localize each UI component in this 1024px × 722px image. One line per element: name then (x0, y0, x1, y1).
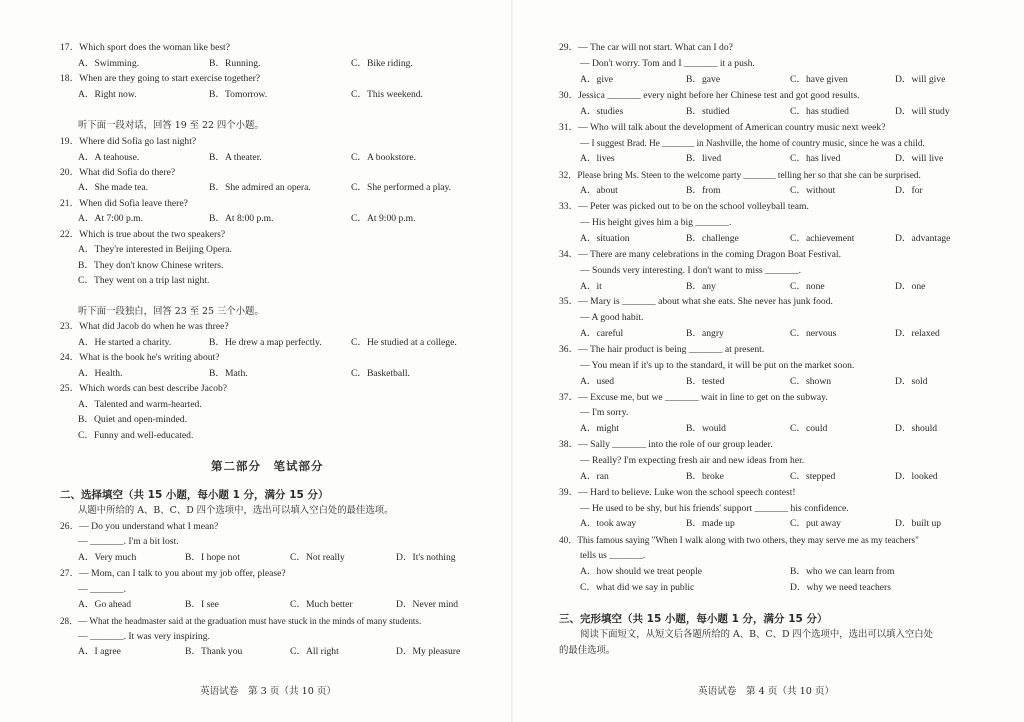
q26-line1: 26．— Do you understand what I mean? (60, 521, 219, 532)
q29-option-d: D．will give (895, 74, 946, 85)
q28-option-a: A．I agree (78, 646, 121, 657)
q38-option-c: C．stepped (790, 471, 836, 482)
q38-option-d: D．looked (895, 471, 938, 482)
q32-option-b: B．from (686, 185, 721, 196)
q29-line2: — Don't worry. Tom and I _______ it a push. (580, 58, 755, 69)
q31-line2: — I suggest Brad. He _______ in Nashville, the home of country music, since he was a child. (580, 138, 925, 148)
q28-line2: — _______. It was very inspiring. (78, 631, 210, 642)
q26-option-a: A．Very much (78, 552, 137, 563)
q24-option-a: A．Health. (78, 368, 123, 379)
q30-option-b: B．studied (686, 106, 730, 117)
q34-option-a: A．it (580, 281, 602, 292)
q23-option-a: A．He started a charity. (78, 337, 172, 348)
q33-option-d: D．advantage (895, 233, 951, 244)
q20-stem: 20．What did Sofia do there? (60, 167, 176, 178)
q26-option-c: C．Not really (290, 552, 345, 563)
q17-option-a: A．Swimming. (78, 58, 140, 69)
q28-line1: 28．— What the headmaster said at the graduation must have stuck in the minds of many students. (60, 616, 422, 626)
q33-line2: — His height gives him a big _______. (580, 217, 732, 228)
q39-line1: 39．— Hard to believe. Luke won the school speech contest! (559, 487, 796, 498)
q38-line2: — Really? I'm expecting fresh air and new ideas from her. (580, 455, 805, 466)
q35-option-b: B．angry (686, 328, 724, 339)
q26-option-d: D．It's nothing (396, 552, 456, 563)
section-two-title: 二、选择填空（共 15 小题，每小题 1 分，满分 15 分） (60, 489, 329, 501)
q29-option-c: C．have given (790, 74, 848, 85)
q35-option-a: A．careful (580, 328, 624, 339)
q26-line2: — _______. I'm a bit lost. (78, 536, 179, 547)
q18-stem: 18．When are they going to start exercise together? (60, 73, 261, 84)
q21-option-b: B．At 8:00 p.m. (209, 213, 274, 224)
q40-option-c: C．what did we say in public (580, 582, 695, 593)
q35-option-d: D．relaxed (895, 328, 940, 339)
q32-option-a: A．about (580, 185, 618, 196)
instruction-19-22: 听下面一段对话，回答 19 至 22 四个小题。 (78, 120, 264, 131)
q27-line1: 27．— Mom, can I talk to you about my job offer, please? (60, 568, 286, 579)
q39-option-a: A．took away (580, 518, 637, 529)
q32-line1: 32．Please bring Ms. Steen to the welcome party _______ telling her so that she can be surprised. (559, 170, 921, 180)
q17-stem: 17．Which sport does the woman like best? (60, 42, 230, 53)
q20-option-b: B．She admired an opera. (209, 182, 311, 193)
q21-option-c: C．At 9:00 p.m. (351, 213, 416, 224)
part-two-title: 第二部分 笔试部分 (211, 459, 324, 473)
q19-stem: 19．Where did Sofia go last night? (60, 136, 197, 147)
q24-option-c: C．Basketball. (351, 368, 410, 379)
q27-option-a: A．Go ahead (78, 599, 132, 610)
right-page-footer: 英语试卷 第 4 页（共 10 页） (698, 686, 835, 697)
q28-option-b: B．Thank you (185, 646, 243, 657)
q20-option-c: C．She performed a play. (351, 182, 452, 193)
q22-stem: 22．Which is true about the two speakers? (60, 229, 226, 240)
q39-line2: — He used to be shy, but his friends' support _______ his confidence. (580, 503, 849, 514)
q39-option-b: B．made up (686, 518, 735, 529)
q37-line1: 37．— Excuse me, but we _______ wait in line to get on the subway. (559, 392, 828, 403)
q38-option-a: A．ran (580, 471, 609, 482)
q23-option-c: C．He studied at a college. (351, 337, 457, 348)
section-three-instruction-line2: 的最佳选项。 (559, 645, 616, 656)
q34-line1: 34．— There are many celebrations in the coming Dragon Boat Festival. (559, 249, 841, 260)
q23-stem: 23．What did Jacob do when he was three? (60, 321, 229, 332)
q30-option-d: D．will study (895, 106, 950, 117)
q38-line1: 38．— Sally _______ into the role of our group leader. (559, 439, 773, 450)
q25-option-b: B．Quiet and open-minded. (78, 414, 187, 425)
q36-line2: — You mean if it's up to the standard, it will be put on the market soon. (580, 360, 855, 371)
q33-option-a: A．situation (580, 233, 630, 244)
q24-stem: 24．What is the book he's writing about? (60, 352, 220, 363)
q40-line2: tells us _______. (580, 550, 646, 561)
q33-line1: 33．— Peter was picked out to be on the school volleyball team. (559, 201, 809, 212)
q31-option-d: D．will live (895, 153, 944, 164)
q34-option-d: D．one (895, 281, 926, 292)
q31-option-a: A．lives (580, 153, 615, 164)
q32-option-d: D．for (895, 185, 923, 196)
section-three-title: 三、完形填空（共 15 小题，每小题 1 分，满分 15 分） (559, 613, 828, 625)
q18-option-b: B．Tomorrow. (209, 89, 268, 100)
q17-option-b: B．Running. (209, 58, 261, 69)
q40-option-b: B．who we can learn from (790, 566, 895, 577)
instruction-23-25: 听下面一段独白，回答 23 至 25 三个小题。 (78, 306, 264, 317)
q26-option-b: B．I hope not (185, 552, 240, 563)
q37-option-a: A．might (580, 423, 619, 434)
q38-option-b: B．broke (686, 471, 724, 482)
q34-line2: — Sounds very interesting. I don't want to miss _______. (580, 265, 802, 276)
q23-option-b: B．He drew a map perfectly. (209, 337, 322, 348)
q37-option-d: D．should (895, 423, 938, 434)
q18-option-c: C．This weekend. (351, 89, 423, 100)
q22-option-c: C．They went on a trip last night. (78, 275, 210, 286)
q25-option-a: A．Talented and warm-hearted. (78, 399, 202, 410)
q36-option-c: C．shown (790, 376, 832, 387)
q17-option-c: C．Bike riding. (351, 58, 413, 69)
right-page (512, 0, 1024, 722)
q25-stem: 25．Which words can best describe Jacob? (60, 383, 228, 394)
q35-option-c: C．nervous (790, 328, 837, 339)
q19-option-c: C．A bookstore. (351, 152, 417, 163)
q39-option-c: C．put away (790, 518, 841, 529)
q21-stem: 21．When did Sofia leave there? (60, 198, 188, 209)
q40-option-d: D．why we need teachers (790, 582, 891, 593)
left-page-footer: 英语试卷 第 3 页（共 10 页） (200, 686, 337, 697)
q31-option-c: C．has lived (790, 153, 841, 164)
q20-option-a: A．She made tea. (78, 182, 149, 193)
q31-option-b: B．lived (686, 153, 722, 164)
q33-option-b: B．challenge (686, 233, 739, 244)
q37-option-c: C．could (790, 423, 828, 434)
q34-option-c: C．none (790, 281, 825, 292)
q22-option-a: A．They're interested in Beijing Opera. (78, 244, 232, 255)
q30-line1: 30．Jessica _______ every night before her Chinese test and got good results. (559, 90, 860, 101)
q32-option-c: C．without (790, 185, 836, 196)
q36-line1: 36．— The hair product is being _______ at present. (559, 344, 765, 355)
q27-option-c: C．Much better (290, 599, 353, 610)
q29-option-a: A．give (580, 74, 614, 85)
q25-option-c: C．Funny and well-educated. (78, 430, 194, 441)
q40-option-a: A．how should we treat people (580, 566, 703, 577)
q37-option-b: B．would (686, 423, 726, 434)
q40-line1: 40．This famous saying "When I walk along with two others, they may serve me as my teachers" (559, 535, 919, 545)
q29-option-b: B．gave (686, 74, 721, 85)
q30-option-c: C．has studied (790, 106, 849, 117)
q37-line2: — I'm sorry. (580, 407, 629, 418)
q31-line1: 31．— Who will talk about the development of American country music next week? (559, 122, 886, 133)
q33-option-c: C．achievement (790, 233, 855, 244)
q22-option-b: B．They don't know Chinese writers. (78, 260, 224, 271)
q34-option-b: B．any (686, 281, 716, 292)
q18-option-a: A．Right now. (78, 89, 137, 100)
q35-line2: — A good habit. (580, 312, 644, 323)
q35-line1: 35．— Mary is _______ about what she eats. She never has junk food. (559, 296, 833, 307)
q30-option-a: A．studies (580, 106, 624, 117)
q29-line1: 29．— The car will not start. What can I do? (559, 42, 733, 53)
q21-option-a: A．At 7:00 p.m. (78, 213, 144, 224)
q19-option-b: B．A theater. (209, 152, 262, 163)
q36-option-a: A．used (580, 376, 615, 387)
q27-line2: — _______. (78, 584, 126, 595)
q19-option-a: A．A teahouse. (78, 152, 140, 163)
q28-option-c: C．All right (290, 646, 339, 657)
q36-option-d: D．sold (895, 376, 928, 387)
q27-option-b: B．I see (185, 599, 219, 610)
q27-option-d: D．Never mind (396, 599, 459, 610)
section-three-instruction-line1: 阅读下面短文，从短文后各题所给的 A、B、C、D 四个选项中，选出可以填入空白处 (580, 629, 934, 640)
section-two-instruction: 从题中所给的 A、B、C、D 四个选项中，选出可以填入空白处的最佳选项。 (78, 505, 394, 516)
q39-option-d: D．built up (895, 518, 942, 529)
q28-option-d: D．My pleasure (396, 646, 461, 657)
q24-option-b: B．Math. (209, 368, 248, 379)
q36-option-b: B．tested (686, 376, 725, 387)
